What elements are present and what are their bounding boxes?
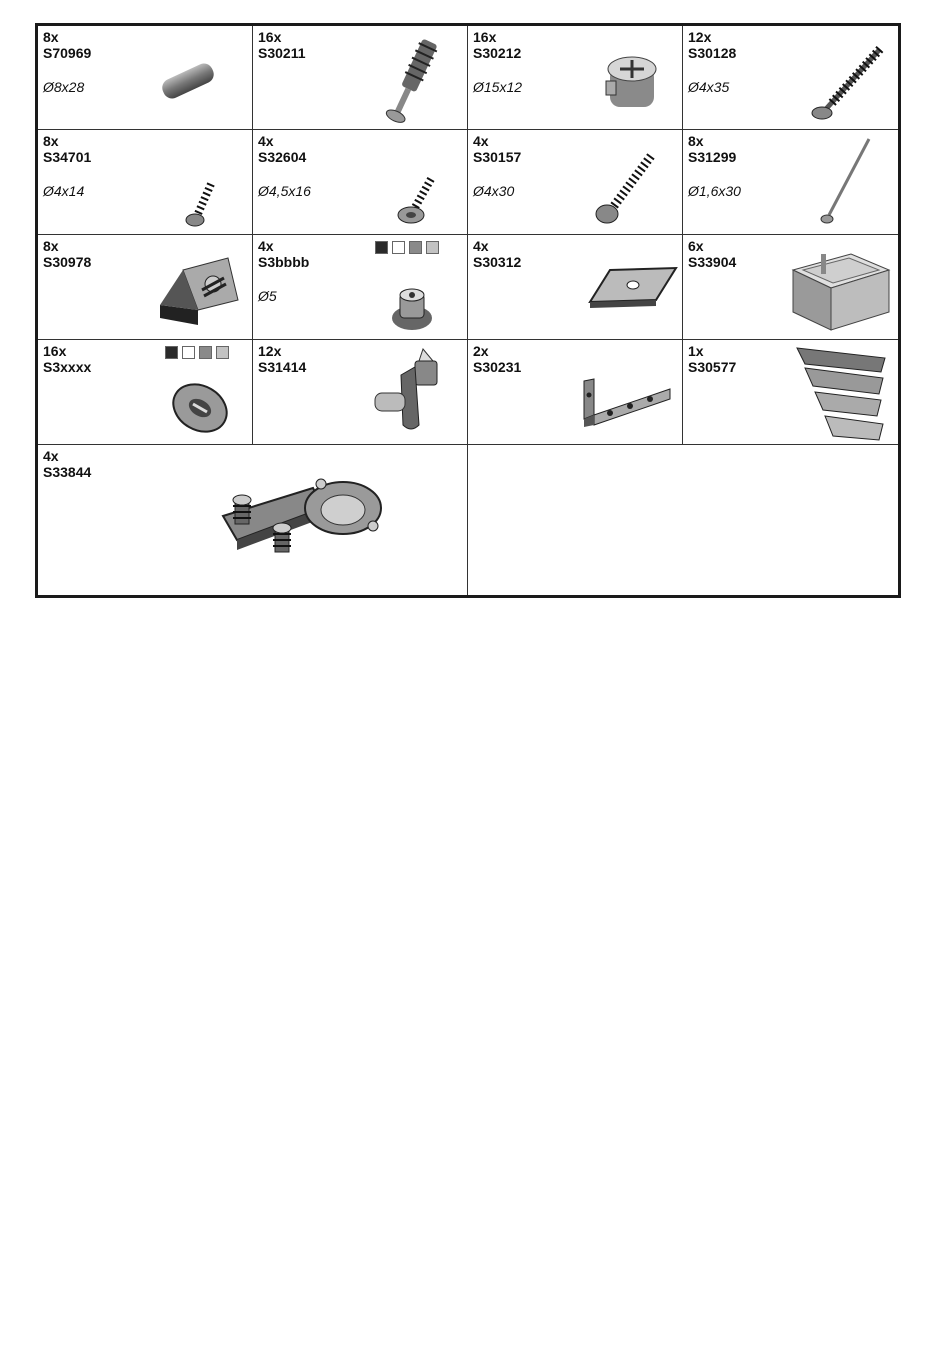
part-dimension: Ø4,5x16	[258, 183, 311, 199]
part-dimension: Ø4x14	[43, 183, 85, 199]
part-quantity: 8x	[688, 133, 704, 149]
nail-icon	[813, 135, 883, 230]
part-cell	[468, 235, 683, 340]
part-quantity: 8x	[43, 133, 59, 149]
part-quantity: 16x	[473, 29, 497, 45]
part-cell	[683, 235, 898, 340]
part-code: S31414	[258, 359, 307, 375]
part-code: S30157	[473, 149, 522, 165]
cover-cap-icon	[388, 280, 438, 335]
part-cell	[38, 445, 468, 595]
part-cell	[38, 130, 253, 235]
swatch-dark	[165, 346, 178, 359]
part-cell	[253, 235, 468, 340]
shelf-support-icon	[371, 345, 456, 440]
plastic-box-icon	[791, 240, 891, 335]
color-swatches	[375, 241, 439, 254]
part-code: S70969	[43, 45, 92, 61]
fittings-table	[35, 23, 901, 598]
part-code: S30577	[688, 359, 737, 375]
part-quantity: 8x	[43, 29, 59, 45]
swatch-light-gray	[216, 346, 229, 359]
swatch-white	[392, 241, 405, 254]
swatch-gray	[409, 241, 422, 254]
part-cell	[253, 340, 468, 445]
wooden-dowel-icon	[153, 51, 223, 111]
corner-bracket-icon	[158, 250, 243, 330]
empty-cell	[468, 445, 898, 595]
part-quantity: 8x	[43, 238, 59, 254]
color-swatches	[165, 346, 229, 359]
part-quantity: 2x	[473, 343, 489, 359]
connector-bolt-icon	[373, 34, 453, 129]
long-screw-icon	[808, 41, 893, 126]
angle-bracket-icon	[580, 375, 675, 430]
part-dimension: Ø1,6x30	[688, 183, 741, 199]
part-code: S32604	[258, 149, 307, 165]
flat-plate-icon	[588, 260, 678, 310]
part-quantity: 4x	[258, 133, 274, 149]
part-code: S3xxxx	[43, 359, 92, 375]
part-quantity: 4x	[473, 133, 489, 149]
part-dimension: Ø8x28	[43, 79, 85, 95]
part-code: S33904	[688, 254, 737, 270]
swatch-gray	[199, 346, 212, 359]
part-quantity: 6x	[688, 238, 704, 254]
part-code: S34701	[43, 149, 92, 165]
part-cell	[253, 130, 468, 235]
part-quantity: 4x	[258, 238, 274, 254]
part-cell	[38, 26, 253, 130]
part-quantity: 4x	[473, 238, 489, 254]
part-code: S30312	[473, 254, 522, 270]
part-quantity: 16x	[258, 29, 282, 45]
part-quantity: 4x	[43, 448, 59, 464]
part-cell	[468, 130, 683, 235]
part-dimension: Ø15x12	[473, 79, 523, 95]
part-dimension: Ø4x35	[688, 79, 730, 95]
part-cell	[683, 340, 898, 445]
part-cell	[683, 130, 898, 235]
part-cell	[38, 235, 253, 340]
part-cell	[468, 26, 683, 130]
part-code: S30211	[258, 45, 306, 61]
part-quantity: 12x	[688, 29, 712, 45]
swatch-white	[182, 346, 195, 359]
part-code: S30212	[473, 45, 522, 61]
part-code: S31299	[688, 149, 737, 165]
cam-cover-icon	[163, 370, 238, 440]
wedge-shims-icon	[795, 342, 890, 444]
part-cell	[468, 340, 683, 445]
part-quantity: 16x	[43, 343, 67, 359]
part-code: S30978	[43, 254, 92, 270]
part-cell	[253, 26, 468, 130]
swatch-dark	[375, 241, 388, 254]
hinge-icon	[213, 470, 393, 575]
part-cell	[38, 340, 253, 445]
part-code: S3bbbb	[258, 254, 310, 270]
swatch-light-gray	[426, 241, 439, 254]
part-cell	[683, 26, 898, 130]
part-quantity: 1x	[688, 343, 704, 359]
part-dimension: Ø4x30	[473, 183, 515, 199]
washer-screw-icon	[393, 175, 443, 230]
short-screw-icon	[183, 180, 223, 230]
part-code: S30128	[688, 45, 737, 61]
part-dimension: Ø5	[258, 288, 277, 304]
screw-icon	[593, 150, 663, 230]
cam-lock-icon	[598, 51, 668, 121]
part-quantity: 12x	[258, 343, 282, 359]
part-code: S33844	[43, 464, 92, 480]
part-code: S30231	[473, 359, 522, 375]
